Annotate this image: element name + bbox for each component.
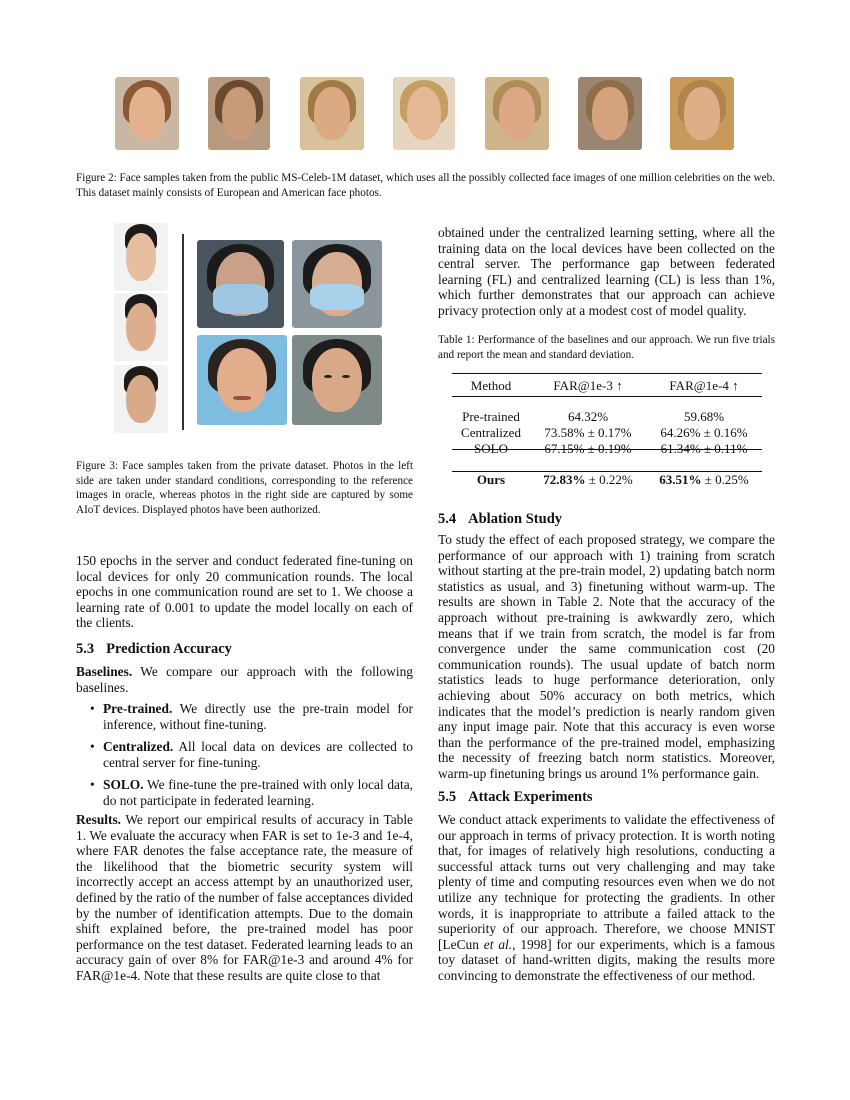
aiot-face-4 [292,335,382,425]
figure-3-divider [182,234,184,430]
face-photo-6 [578,77,642,150]
baselines-paragraph [76,664,413,695]
list-item: • Centralized. All local data on devices are collected to central server for fine-tuning. [90,739,414,770]
table-row: Pre-trained 64.32% 59.68% [462,409,725,424]
results-paragraph [76,812,413,984]
figure-3-caption: Figure 3: Face samples taken from the private dataset. Photos in the left side are taken under standard conditions, corresponding to the reference images in oracle, whereas photos in the right side are captured by some AIoT devices. Displayed photos have been authorized. [76,460,413,516]
header-far-1e-3: FAR@1e-3 ↑ [553,378,623,393]
table-header-row [452,378,762,394]
section-5-3-heading: 5.3 Prediction Accuracy [76,641,232,657]
face-photo-3 [300,77,364,150]
table-1-caption: Table 1: Performance of the baselines and our approach. We run five trials and report the mean and standard deviation. [438,334,775,361]
header-method: Method [470,378,512,393]
reference-face-3 [114,365,168,433]
results-table [452,378,762,488]
baselines-label: Baselines. [76,664,133,679]
header-far-1e-4: FAR@1e-4 ↑ [669,378,739,393]
face-photo-5 [485,77,549,150]
attack-paragraph: We conduct attack experiments to validate the effectiveness of our approach in terms of privacy protection. It is worth noting that, for images of relatively high resolutions, conducting a successful attack turns out very challenging and may take plenty of time and computing resources even when we do not utilize any technique for protecting the gradients. In other words, it is inappropriate to attribute a failed attack to the superiority of our approach. Therefore, we choose MNIST [LeCun et al., 1998] for our experiments, which is a famous toy dataset of hand-written digits, making the results more convincing to demonstrate the effectiveness of our method. [438,812,775,983]
list-item: • SOLO. We fine-tune the pre-trained with only local data, do not participate in federated learning. [90,777,414,808]
face-photo-1 [115,77,179,150]
aiot-face-1 [197,240,284,328]
aiot-face-3 [197,335,287,425]
baseline-list [76,701,413,816]
face-photo-7 [670,77,734,150]
results-text: We report our empirical results of accuracy in Table 1. We evaluate the accuracy when FAR is set to 1e-3 and 1e-4, where FAR denotes the false acceptance rate, the measure of the likelihood that the biometric security system will incorrectly accept an access attempt by an unauthorized user, defined by the ratio of the number of false acceptances divided by the number of identification attempts. Due to the domain shift explained before, the pre-trained model has poor performance on the test dataset. Federated learning leads to an accuracy gain of over 8% for FAR@1e-3 and around 4% for FAR@1e-4. Note that these results are quite close to that [76,812,414,983]
table-top-rule [452,373,762,374]
reference-face-1 [114,223,168,291]
figure-2-caption: Figure 2: Face samples taken from the public MS-Celeb-1M dataset, which uses all the possibly collected face images of one million celebrities on the web. This dataset mainly consists of European and American face photos. [76,172,775,199]
right-para-centralized: obtained under the centralized learning setting, where all the training data on the local devices have been collected on the central server. The performance gap between federated learning (FL) and centralized learning (CL) is less than 1%, which further demonstrates that our approach can achieve privacy protection only at a modest cost of model quality. [438,225,775,318]
face-photo-4 [393,77,455,150]
section-5-4-heading: 5.4 Ablation Study [438,511,563,527]
left-para-training: 150 epochs in the server and conduct federated fine-tuning on local devices for only 20 communication rounds. The local epochs in one communication round are set to 1. We choose a learning rate of 0.001 to update the model locally on each of the clients. [76,553,413,631]
baselines-text: We compare our approach with the following baselines. [76,664,413,695]
results-label: Results. [76,812,122,827]
table-row-ours: Ours 72.83% ± 0.22% 63.51% ± 0.25% [476,472,749,487]
ablation-paragraph: To study the effect of each proposed strategy, we compare the performance of our approach with 1) training from scratch without starting at the pre-train model, 2) updating batch norm statistics as usual, and 3) finetuning without warm-up. The results are shown in Table 2. Note that the accuracy of the approach without pre-training is awkwardly zero, which means that if we train from scratch, the model is far from convergence under the same communication cost (20 communication rounds). The usual update of batch norm statistics leads to huge performance deterioration, only achieving about 50% accuracy on both metrics, which indicates that the model’s prediction is nearly random given any input image pair. Note that this accuracy is even worse than the performance of the pre-trained model, emphasizing the necessity of freezing batch norm statistics. Moreover, warm-up finetuning brings us around 1% performance gain. [438,532,775,781]
table-row: Centralized 73.58% ± 0.17% 64.26% ± 0.16% [461,425,748,440]
list-item: • Pre-trained. We directly use the pre-train model for inference, without fine-tuning. [90,701,413,732]
face-photo-2 [208,77,270,150]
reference-face-2 [114,293,168,361]
section-5-5-heading: 5.5 Attack Experiments [438,789,593,805]
aiot-face-2 [292,240,382,328]
table-row: SOLO 67.15% ± 0.19% 61.34% ± 0.11% [474,441,748,456]
